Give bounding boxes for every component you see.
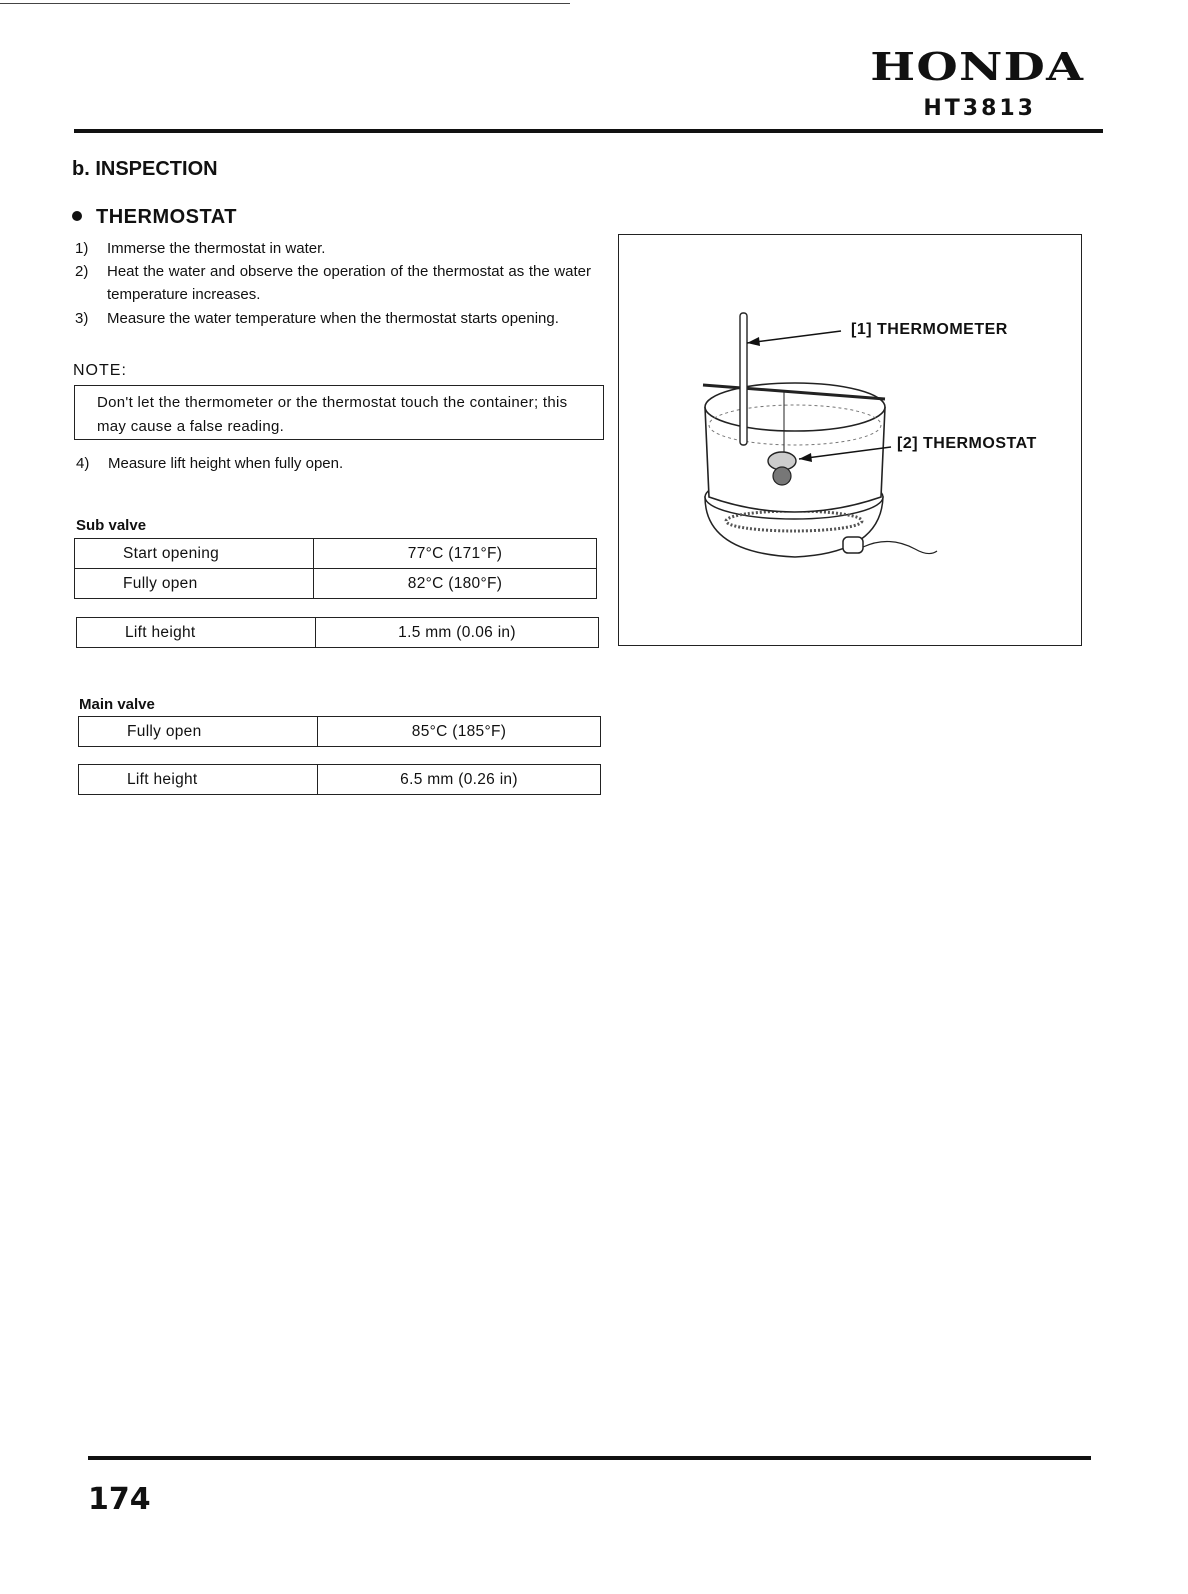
sub-valve-caption: Sub valve [76, 517, 147, 534]
honda-logo: HONDA [870, 44, 1084, 89]
page-number: 174 [88, 1482, 151, 1517]
model-number: HT3813 [923, 96, 1036, 121]
note-label: NOTE: [73, 362, 127, 379]
thermostat-test-figure [618, 234, 1082, 646]
step-text: Measure the water temperature when the thermostat starts opening. [107, 310, 559, 327]
power-plug [843, 537, 863, 553]
step-text: Measure lift height when fully open. [108, 455, 344, 472]
main-valve-caption: Main valve [79, 696, 155, 713]
callout-thermostat: [2] THERMOSTAT [897, 435, 1037, 452]
table-cell-label: Fully open [79, 717, 318, 747]
arrowhead-icon [747, 337, 760, 346]
note-box [74, 385, 604, 440]
table-row [75, 569, 597, 599]
sub-valve-table [74, 538, 597, 599]
thermostat-body [773, 467, 791, 485]
step-number: 2) [75, 263, 89, 280]
step-4 [76, 452, 638, 475]
subsection-title: THERMOSTAT [96, 206, 237, 228]
sub-valve-lift-table [76, 617, 599, 648]
table-cell-value: 77°C (171°F) [314, 539, 597, 569]
callout-thermometer: [1] THERMOMETER [851, 321, 1008, 338]
table-row [79, 717, 601, 747]
subsection-heading [72, 206, 237, 229]
pot-rim [705, 383, 885, 431]
thermometer [740, 313, 747, 445]
step-text: Heat the water and observe the operation of the thermostat as the water temperature increases. [107, 263, 591, 303]
table-row [75, 539, 597, 569]
section-title: b. INSPECTION [72, 158, 218, 180]
step-number: 4) [76, 455, 90, 472]
step-3 [75, 307, 591, 330]
table-row [79, 765, 601, 795]
table-cell-label: Lift height [79, 765, 318, 795]
step-number: 3) [75, 310, 89, 327]
step-2 [75, 260, 591, 306]
bullet-icon [72, 211, 82, 221]
main-valve-table [78, 716, 601, 747]
thermometer-leader [747, 331, 841, 343]
table-cell-value: 85°C (185°F) [318, 717, 601, 747]
table-cell-label: Start opening [75, 539, 314, 569]
header-rule [74, 129, 1103, 133]
note-text: Don't let the thermometer or the thermostat touch the container; this may cause a false reading. [97, 394, 568, 435]
top-edge-rule [0, 3, 570, 4]
step-1 [75, 237, 637, 260]
power-cord [863, 541, 937, 553]
table-cell-value: 82°C (180°F) [314, 569, 597, 599]
table-cell-label: Lift height [77, 618, 316, 648]
step-number: 1) [75, 240, 89, 257]
table-cell-value: 6.5 mm (0.26 in) [318, 765, 601, 795]
footer-rule [88, 1456, 1091, 1460]
main-valve-lift-table [78, 764, 601, 795]
table-row [77, 618, 599, 648]
table-cell-value: 1.5 mm (0.06 in) [316, 618, 599, 648]
table-cell-label: Fully open [75, 569, 314, 599]
step-text: Immerse the thermostat in water. [107, 240, 326, 257]
